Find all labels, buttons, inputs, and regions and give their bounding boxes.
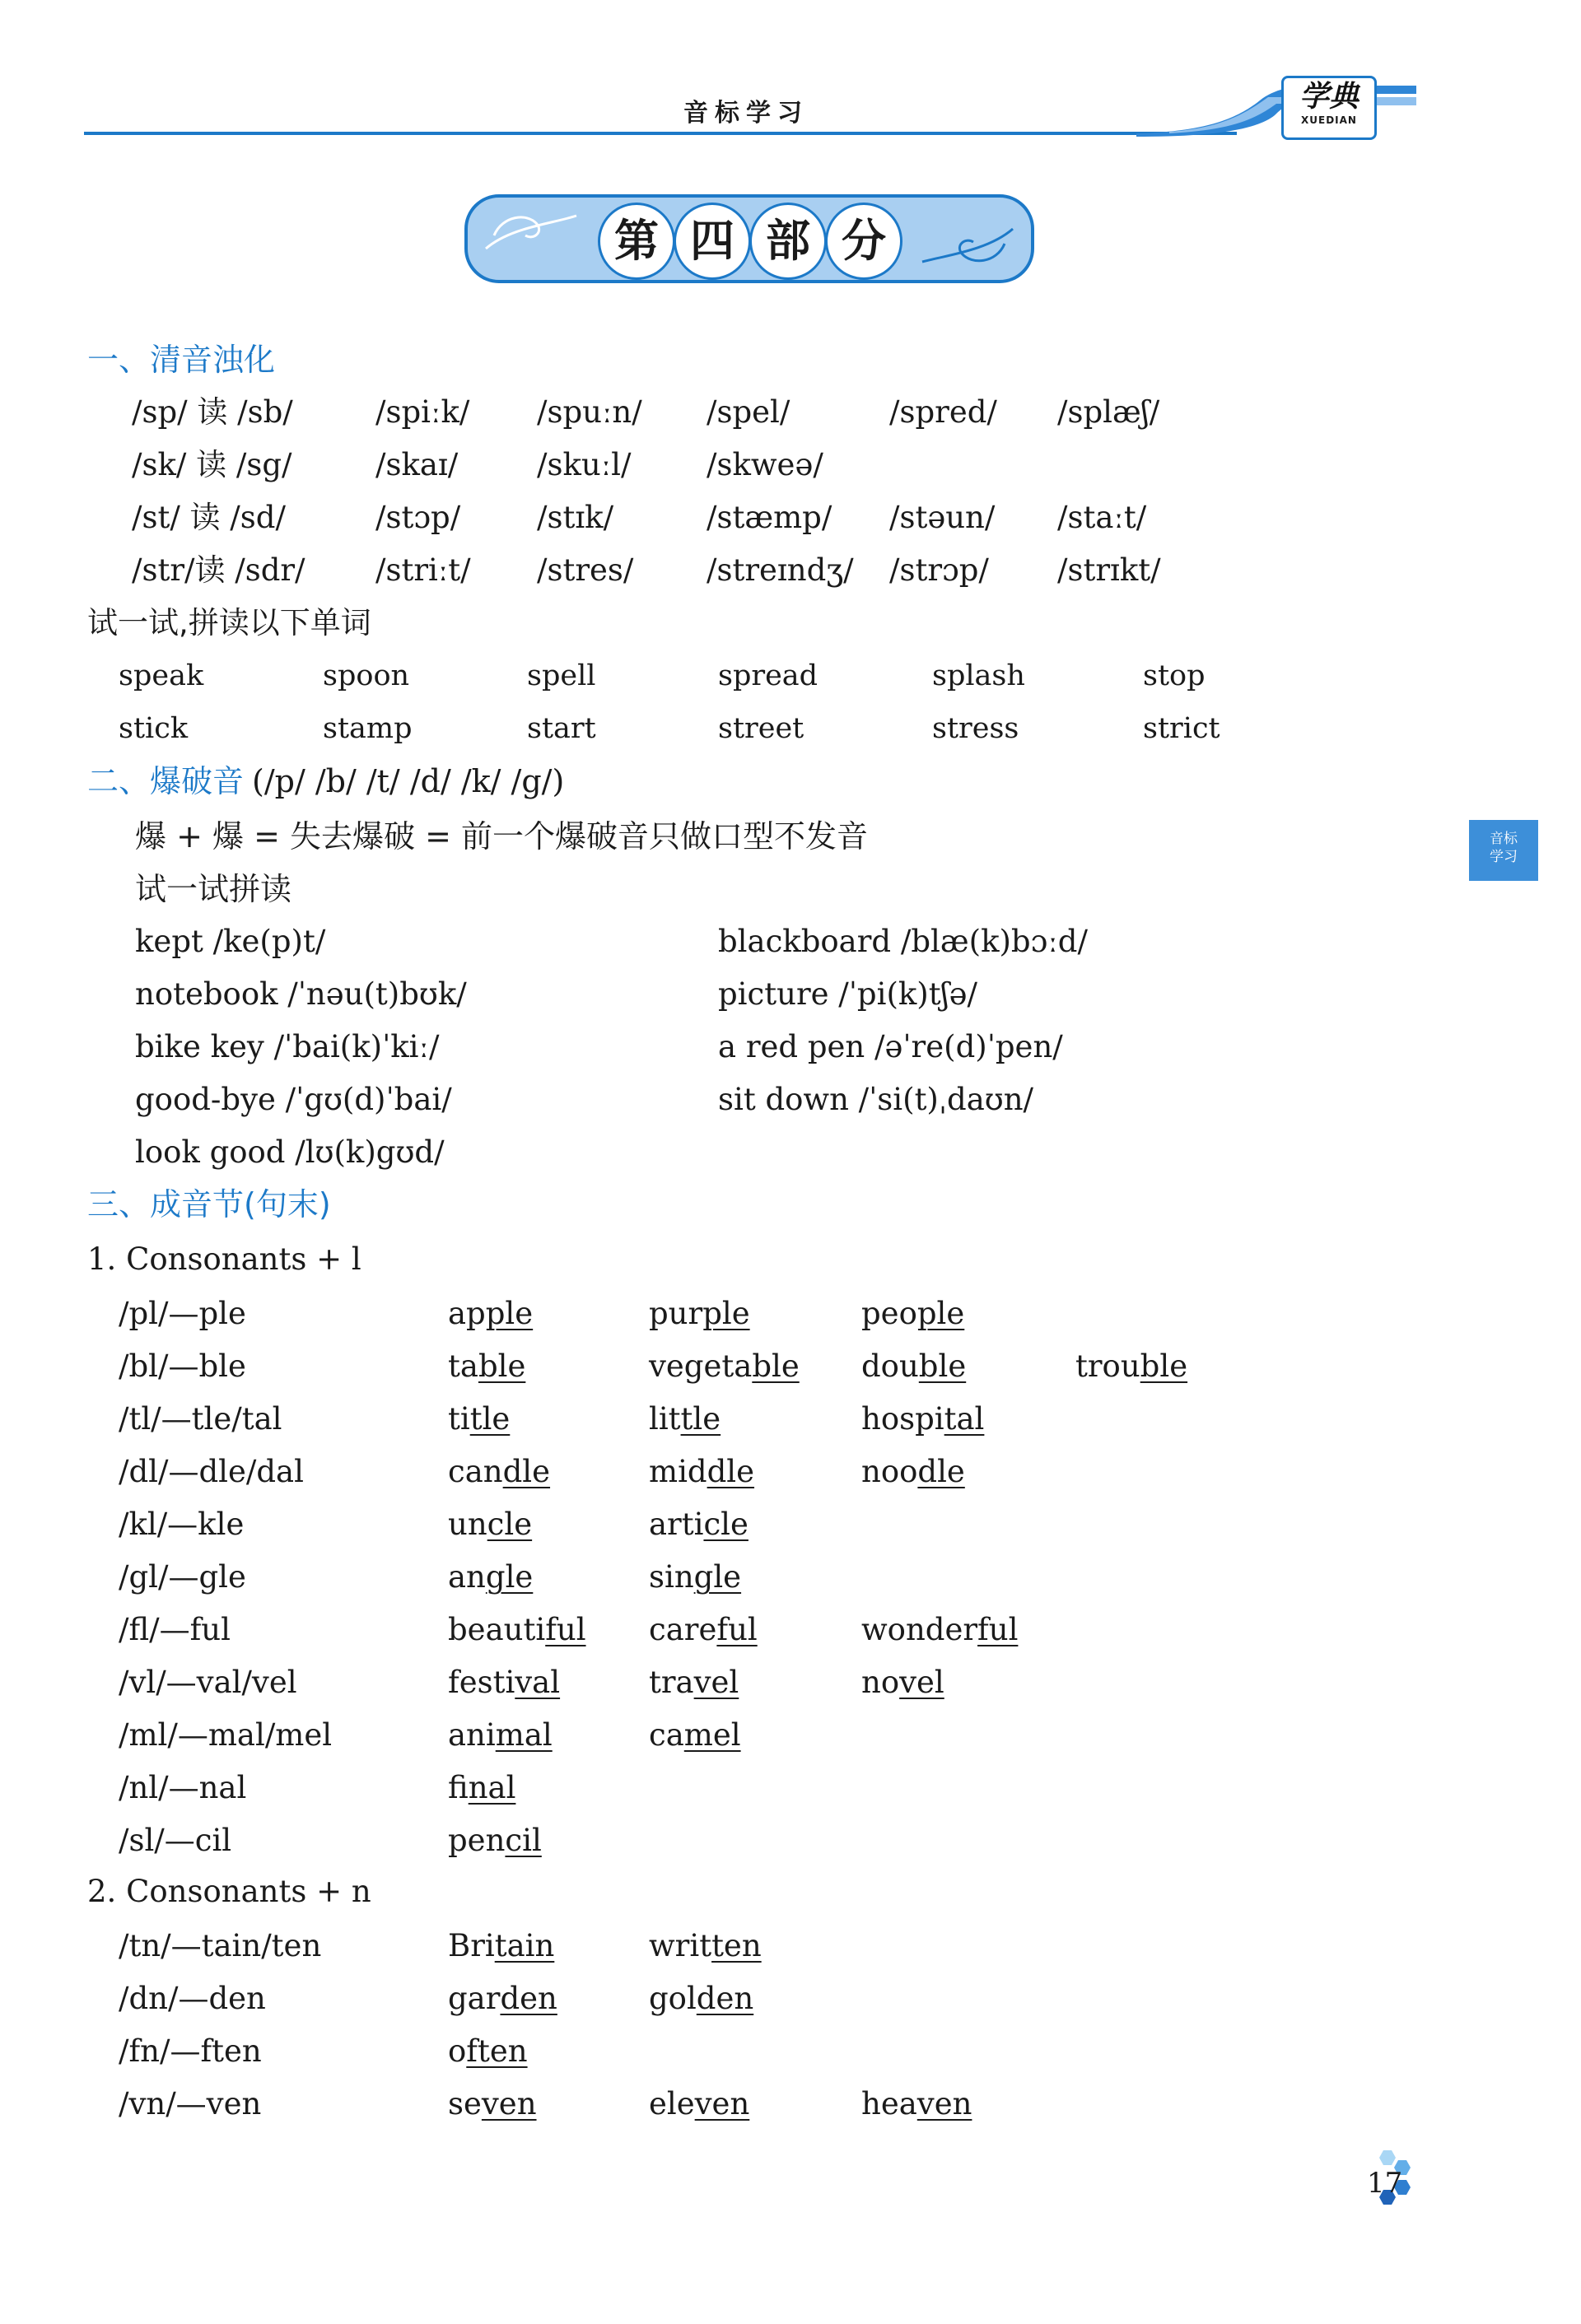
part-char-text-4: 分 xyxy=(842,214,886,267)
example-word xyxy=(649,1981,753,2017)
phonetic: /stɪk/ xyxy=(537,500,614,535)
word-stem: pur xyxy=(649,1296,703,1331)
word-stem: mid xyxy=(649,1454,707,1489)
practice-word: speak xyxy=(119,659,204,692)
plosive-rule: 爆 + 爆 = 失去爆破 = 前一个爆破音只做口型不发音 xyxy=(135,818,868,855)
word-suffix-underlined: gle xyxy=(693,1559,742,1595)
phonetic: /stəun/ xyxy=(889,500,996,535)
phonetic: /spuːn/ xyxy=(537,394,642,430)
part-char-text-3: 部 xyxy=(766,214,810,267)
example-word xyxy=(448,1507,532,1543)
word-stem: ani xyxy=(448,1717,496,1753)
word-suffix-underlined: dle xyxy=(502,1454,551,1489)
plosive-example: sit down /ˈsi(t)ˌdaʊn/ xyxy=(718,1082,1034,1117)
word-stem: an xyxy=(448,1559,486,1595)
phonetic: /strɪkt/ xyxy=(1057,552,1161,588)
word-suffix-underlined: den xyxy=(696,1981,754,2016)
example-word xyxy=(448,1454,550,1490)
practice-word: stop xyxy=(1143,659,1206,692)
example-word xyxy=(861,2086,972,2122)
example-word xyxy=(448,1348,525,1385)
example-word xyxy=(448,1296,533,1332)
example-word xyxy=(649,1507,749,1543)
word-stem: vegeta xyxy=(649,1348,753,1384)
phonetic: /spiːk/ xyxy=(375,394,470,430)
header-rule xyxy=(84,132,1237,135)
example-word xyxy=(861,1296,964,1332)
syllabic-pattern: /nl/—nal xyxy=(119,1770,247,1805)
phonetic: /stres/ xyxy=(537,552,634,588)
practice-word: stick xyxy=(119,712,189,745)
part-char-text-2: 四 xyxy=(690,214,735,267)
word-suffix-underlined: ful xyxy=(977,1612,1019,1647)
try-label: 试一试,拼读以下单词 xyxy=(87,605,371,640)
word-stem: Bri xyxy=(448,1928,495,1963)
word-suffix-underlined: ple xyxy=(702,1296,750,1331)
example-word xyxy=(448,1665,560,1701)
example-word xyxy=(448,1559,533,1595)
word-stem: ca xyxy=(649,1717,684,1753)
syllabic-pattern: /sl/—cil xyxy=(119,1823,232,1858)
word-stem: dou xyxy=(861,1348,919,1384)
example-word xyxy=(448,1401,510,1437)
word-suffix-underlined: ful xyxy=(716,1612,758,1647)
word-suffix-underlined: cle xyxy=(487,1507,533,1542)
voicing-rule: /str/读 /sdr/ xyxy=(132,552,305,588)
section-heading xyxy=(87,762,564,800)
phonetic: /streɪndʒ/ xyxy=(707,552,854,588)
word-suffix-underlined: ble xyxy=(1140,1348,1188,1384)
word-suffix-underlined: mal xyxy=(495,1717,553,1753)
word-suffix-underlined: vel xyxy=(899,1665,944,1700)
part-char-text-1: 第 xyxy=(614,214,659,267)
practice-word: spread xyxy=(718,659,818,692)
word-stem: se xyxy=(448,2086,482,2121)
phonetic: /spel/ xyxy=(707,394,790,430)
practice-word: spoon xyxy=(323,659,410,692)
word-suffix-underlined: gle xyxy=(485,1559,534,1595)
word-suffix-underlined: tle xyxy=(469,1401,511,1437)
syllabic-pattern: /tl/—tle/tal xyxy=(119,1401,282,1437)
syllabic-pattern: /dl/—dle/dal xyxy=(119,1454,304,1489)
word-suffix-underlined: ple xyxy=(916,1296,965,1331)
voicing-rule: /sk/ 读 /sg/ xyxy=(132,447,292,482)
subsection-title: 2. Consonants + n xyxy=(87,1874,371,1909)
word-stem: noo xyxy=(861,1454,918,1489)
plosive-phonemes: (/p/ /b/ /t/ /d/ /k/ /g/) xyxy=(252,763,565,799)
word-suffix-underlined: den xyxy=(500,1981,557,2016)
syllabic-pattern: /ml/—mal/mel xyxy=(119,1717,333,1753)
word-stem: care xyxy=(649,1612,717,1647)
voicing-rule: /sp/ 读 /sb/ xyxy=(132,394,293,430)
word-suffix-underlined: tle xyxy=(680,1401,721,1437)
example-word xyxy=(448,1717,553,1753)
practice-word: splash xyxy=(932,659,1025,692)
example-word xyxy=(861,1401,984,1437)
phonetic: /splæʃ/ xyxy=(1057,394,1160,430)
plosive-example: picture /ˈpi(k)tʃə/ xyxy=(718,976,978,1012)
example-word xyxy=(1075,1348,1187,1385)
practice-word: stamp xyxy=(323,712,413,745)
phonetic: /strɔp/ xyxy=(889,552,989,588)
word-suffix-underlined: dle xyxy=(707,1454,755,1489)
word-stem: festi xyxy=(448,1665,515,1700)
phonetic: /spred/ xyxy=(889,394,997,430)
example-word xyxy=(649,1612,758,1648)
phonetic: /skaɪ/ xyxy=(375,447,459,482)
example-word xyxy=(649,1717,741,1753)
word-stem: writ xyxy=(649,1928,712,1963)
example-word xyxy=(649,1454,754,1490)
example-word xyxy=(861,1454,965,1490)
example-word xyxy=(649,1928,762,1964)
brand-logo-en: XUEDIAN xyxy=(1301,114,1357,126)
word-stem: beauti xyxy=(448,1612,546,1647)
example-word xyxy=(861,1348,966,1385)
plosive-example: a red pen /əˈre(d)ˈpen/ xyxy=(718,1029,1063,1064)
word-stem: ta xyxy=(448,1348,478,1384)
word-suffix-underlined: nal xyxy=(468,1770,516,1805)
plosive-example: notebook /ˈnəu(t)bʊk/ xyxy=(135,976,467,1012)
section-heading: 三、成音节(句末) xyxy=(87,1186,331,1223)
word-suffix-underlined: ful xyxy=(545,1612,586,1647)
word-stem: ti xyxy=(448,1401,470,1437)
word-stem: peo xyxy=(861,1296,917,1331)
voicing-rule: /st/ 读 /sd/ xyxy=(132,500,286,535)
plosive-example: look good /lʊ(k)gʊd/ xyxy=(135,1134,445,1170)
word-suffix-underlined: ble xyxy=(918,1348,967,1384)
practice-word: stress xyxy=(932,712,1019,745)
word-stem: ele xyxy=(649,2086,695,2121)
side-tab xyxy=(1469,820,1538,881)
example-word xyxy=(649,2086,749,2122)
phonetic: /stɔp/ xyxy=(375,500,461,535)
word-stem: sin xyxy=(649,1559,694,1595)
word-suffix-underlined: ven xyxy=(481,2086,537,2121)
word-suffix-underlined: tal xyxy=(944,1401,985,1437)
word-suffix-underlined: mel xyxy=(683,1717,741,1753)
example-word xyxy=(448,1823,542,1859)
word-stem: ap xyxy=(448,1296,486,1331)
subsection-title: 1. Consonants + l xyxy=(87,1241,361,1277)
phonetic: /stæmp/ xyxy=(707,500,832,535)
word-stem: arti xyxy=(649,1507,704,1542)
word-suffix-underlined: ple xyxy=(485,1296,534,1331)
side-tab-line-2: 学习 xyxy=(1490,849,1518,865)
example-word xyxy=(649,1401,721,1437)
example-word xyxy=(448,2033,528,2070)
word-stem: hospi xyxy=(861,1401,944,1437)
page-number: 17 xyxy=(1367,2167,1403,2200)
syllabic-pattern: /gl/—gle xyxy=(119,1559,246,1595)
syllabic-pattern: /kl/—kle xyxy=(119,1507,245,1542)
practice-word: street xyxy=(718,712,804,745)
example-word xyxy=(448,2086,537,2122)
syllabic-pattern: /vn/—ven xyxy=(119,2086,262,2121)
syllabic-pattern: /bl/—ble xyxy=(119,1348,246,1384)
plosive-example: blackboard /blæ(k)bɔːd/ xyxy=(718,924,1088,959)
word-suffix-underlined: ven xyxy=(694,2086,750,2121)
word-stem: pen xyxy=(448,1823,506,1858)
word-suffix-underlined: cle xyxy=(703,1507,749,1542)
word-stem: un xyxy=(448,1507,487,1542)
syllabic-pattern: /pl/—ple xyxy=(119,1296,246,1331)
example-word xyxy=(649,1348,800,1385)
brand-badge xyxy=(1281,76,1377,140)
header-title: 音标学习 xyxy=(683,99,809,128)
word-suffix-underlined: val xyxy=(515,1665,561,1700)
example-word xyxy=(649,1665,739,1701)
example-word xyxy=(448,1981,557,2017)
word-suffix-underlined: ften xyxy=(466,2033,528,2069)
syllabic-pattern: /vl/—val/vel xyxy=(119,1665,297,1700)
plosive-example: kept /ke(p)t/ xyxy=(135,924,326,959)
word-stem: o xyxy=(448,2033,467,2069)
section-heading: 一、清音浊化 xyxy=(87,342,276,378)
word-stem: tra xyxy=(649,1665,694,1700)
example-word xyxy=(448,1928,554,1964)
try-label: 试一试拼读 xyxy=(135,871,292,907)
word-suffix-underlined: ble xyxy=(478,1348,526,1384)
word-suffix-underlined: cil xyxy=(505,1823,542,1858)
phonetic: /skuːl/ xyxy=(537,447,632,482)
example-word xyxy=(448,1612,586,1648)
word-stem: wonder xyxy=(861,1612,978,1647)
plosive-example: good-bye /ˈgʊ(d)ˈbai/ xyxy=(135,1082,452,1117)
word-suffix-underlined: ten xyxy=(711,1928,762,1963)
side-tab-line-1: 音标 xyxy=(1490,831,1518,847)
word-stem: lit xyxy=(649,1401,681,1437)
phonetic: /staːt/ xyxy=(1057,500,1147,535)
phonetic: /skweə/ xyxy=(707,447,823,482)
word-stem: hea xyxy=(861,2086,917,2121)
example-word xyxy=(649,1296,750,1332)
practice-word: start xyxy=(527,712,596,745)
syllabic-pattern: /dn/—den xyxy=(119,1981,266,2016)
syllabic-pattern: /fn/—ften xyxy=(119,2033,262,2069)
word-suffix-underlined: ble xyxy=(752,1348,800,1384)
brand-logo: 学典 xyxy=(1299,79,1359,114)
word-suffix-underlined: dle xyxy=(917,1454,965,1489)
example-word xyxy=(649,1559,741,1595)
word-suffix-underlined: vel xyxy=(693,1665,739,1700)
phonetic: /striːt/ xyxy=(375,552,471,588)
word-stem: no xyxy=(861,1665,900,1700)
example-word xyxy=(861,1665,944,1701)
example-word xyxy=(448,1770,515,1806)
plosive-example: bike key /ˈbai(k)ˈkiː/ xyxy=(135,1029,440,1064)
word-stem: can xyxy=(448,1454,503,1489)
section-heading-text: 二、爆破音 xyxy=(87,763,245,799)
practice-word: strict xyxy=(1143,712,1220,745)
word-suffix-underlined: tain xyxy=(494,1928,555,1963)
word-stem: gar xyxy=(448,1981,501,2016)
syllabic-pattern: /fl/—ful xyxy=(119,1612,231,1647)
word-suffix-underlined: ven xyxy=(916,2086,972,2121)
example-word xyxy=(861,1612,1018,1648)
word-stem: trou xyxy=(1075,1348,1140,1384)
practice-word: spell xyxy=(527,659,596,692)
word-stem: gol xyxy=(649,1981,697,2016)
syllabic-pattern: /tn/—tain/ten xyxy=(119,1928,322,1963)
word-stem: fi xyxy=(448,1770,469,1805)
